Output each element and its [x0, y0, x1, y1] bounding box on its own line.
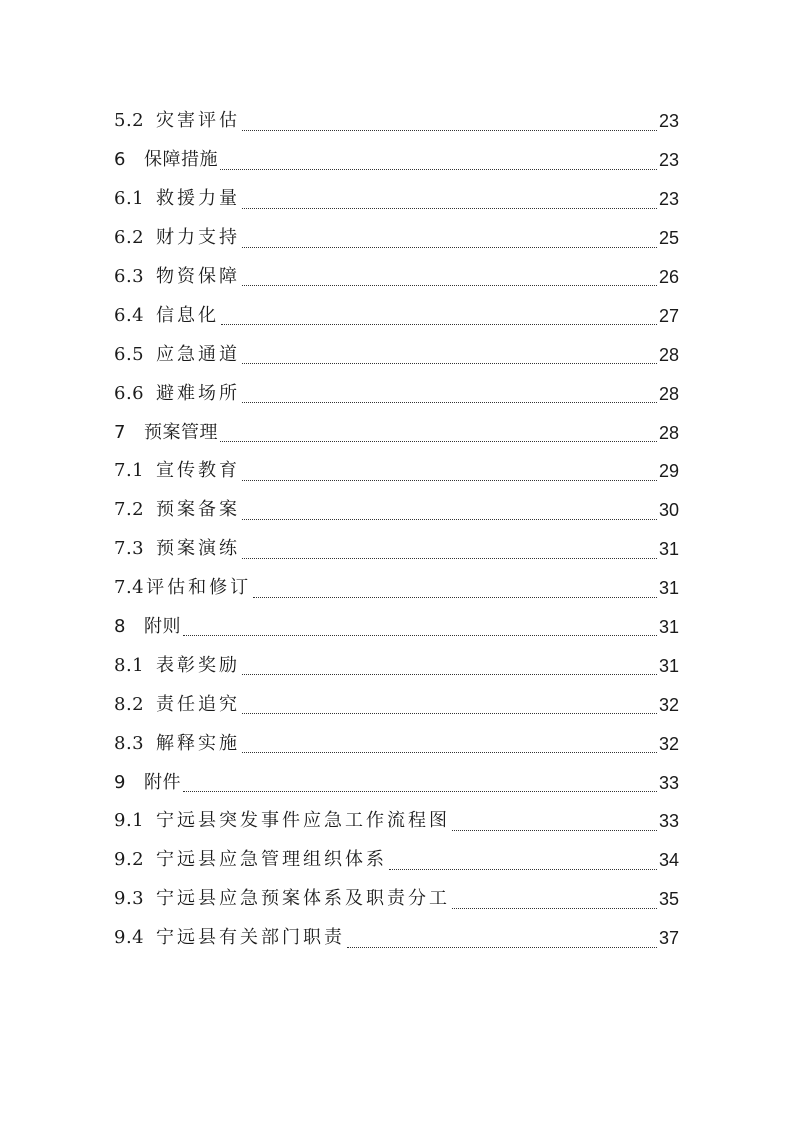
toc-entry-page-number: 35	[658, 889, 679, 910]
toc-entry-page-number: 34	[658, 850, 679, 871]
dot-leader	[242, 130, 657, 131]
toc-entry-page-number: 28	[658, 383, 679, 404]
toc-entry-number: 8	[114, 616, 126, 638]
toc-entry-page-number: 33	[658, 772, 679, 793]
toc-entry-page-number: 23	[658, 111, 679, 132]
toc-entry-page-number: 30	[658, 500, 679, 521]
toc-entry[interactable]	[114, 452, 679, 491]
dot-leader	[242, 674, 657, 675]
toc-entry-page-number: 33	[658, 811, 679, 832]
toc-entry-number: 5.2	[114, 110, 145, 132]
toc-entry-page-number: 31	[658, 539, 679, 560]
toc-entry[interactable]	[114, 491, 679, 530]
toc-entry-title: 表彰奖励	[156, 654, 240, 676]
toc-entry-title: 预案演练	[156, 538, 240, 560]
toc-entry-number: 7.2	[114, 499, 145, 521]
toc-entry-title: 预案管理	[144, 421, 218, 443]
toc-entry-page-number: 27	[658, 305, 679, 326]
dot-leader	[183, 791, 657, 792]
toc-entry-title: 救援力量	[156, 188, 240, 210]
toc-entry-title: 解释实施	[156, 732, 240, 754]
dot-leader	[242, 402, 657, 403]
toc-entry[interactable]	[114, 219, 679, 258]
toc-entry[interactable]	[114, 646, 679, 685]
toc-entry-title: 宁远县突发事件应急工作流程图	[156, 810, 450, 832]
toc-entry-number: 9.2	[114, 849, 145, 871]
toc-entry[interactable]	[114, 763, 679, 802]
toc-entry-title: 预案备案	[156, 499, 240, 521]
toc-entry-title: 宁远县应急预案体系及职责分工	[156, 888, 450, 910]
toc-entry-number: 7.4	[114, 577, 145, 599]
toc-entry[interactable]	[114, 919, 679, 958]
dot-leader	[220, 169, 657, 170]
dot-leader	[242, 208, 657, 209]
toc-entry[interactable]	[114, 685, 679, 724]
dot-leader	[242, 363, 657, 364]
toc-entry-number: 8.3	[114, 732, 145, 754]
toc-entry-number: 7	[114, 421, 126, 443]
toc-entry[interactable]	[114, 841, 679, 880]
toc-entry[interactable]	[114, 335, 679, 374]
toc-entry-number: 6	[114, 149, 126, 171]
toc-entry[interactable]	[114, 608, 679, 647]
toc-entry-page-number: 29	[658, 461, 679, 482]
toc-entry-page-number: 28	[658, 344, 679, 365]
toc-entry[interactable]	[114, 569, 679, 608]
toc-entry[interactable]	[114, 374, 679, 413]
toc-entry[interactable]	[114, 141, 679, 180]
dot-leader	[242, 519, 657, 520]
dot-leader	[221, 324, 657, 325]
dot-leader	[183, 635, 657, 636]
toc-entry-number: 7.1	[114, 460, 145, 482]
toc-entry-number: 9	[114, 771, 126, 793]
toc-entry-number: 6.1	[114, 188, 145, 210]
toc-entry[interactable]	[114, 296, 679, 335]
toc-entry-title: 物资保障	[156, 266, 240, 287]
dot-leader	[242, 558, 657, 559]
toc-entry-title: 应急通道	[156, 343, 240, 365]
dot-leader	[452, 908, 657, 909]
dot-leader	[220, 441, 657, 442]
toc-entry-page-number: 32	[658, 733, 679, 754]
toc-entry-number: 6.4	[114, 304, 145, 326]
toc-entry-title: 避难场所	[156, 382, 240, 404]
toc-entry-number: 8.1	[114, 654, 145, 676]
toc-entry-title: 财力支持	[156, 227, 240, 249]
dot-leader	[242, 752, 657, 753]
toc-entry[interactable]	[114, 180, 679, 219]
toc-entry-title: 附则	[144, 616, 181, 638]
toc-entry-title: 保障措施	[144, 149, 218, 171]
dot-leader	[452, 830, 657, 831]
toc-entry-number: 6.6	[114, 382, 145, 404]
toc-entry-title: 宁远县有关部门职责	[156, 927, 345, 949]
toc-entry[interactable]	[114, 724, 679, 763]
toc-entry[interactable]	[114, 413, 679, 452]
toc-entry-title: 信息化	[156, 304, 219, 326]
table-of-contents	[114, 102, 679, 958]
dot-leader	[242, 247, 657, 248]
toc-entry-page-number: 28	[658, 422, 679, 443]
toc-entry-title: 灾害评估	[156, 110, 240, 132]
toc-entry[interactable]	[114, 530, 679, 569]
toc-entry-page-number: 31	[658, 655, 679, 676]
toc-entry-title: 责任追究	[156, 693, 240, 715]
toc-entry[interactable]	[114, 802, 679, 841]
toc-entry-page-number: 31	[658, 578, 679, 599]
dot-leader	[242, 713, 657, 714]
toc-entry[interactable]	[114, 102, 679, 141]
toc-entry-number: 6.2	[114, 227, 145, 249]
toc-entry-number: 7.3	[114, 538, 145, 560]
toc-entry-page-number: 37	[658, 928, 679, 949]
toc-entry-number: 6.5	[114, 343, 145, 365]
toc-entry[interactable]	[114, 258, 679, 297]
toc-entry-title: 宣传教育	[156, 460, 240, 482]
toc-entry-page-number: 31	[658, 617, 679, 638]
dot-leader	[389, 869, 657, 870]
dot-leader	[347, 947, 657, 948]
toc-entry-page-number: 23	[658, 189, 679, 210]
toc-entry-number: 9.1	[114, 810, 145, 832]
toc-entry-page-number: 32	[658, 694, 679, 715]
toc-entry-number: 9.4	[114, 927, 145, 949]
toc-entry-page-number: 23	[658, 150, 679, 171]
toc-entry-title: 附件	[144, 771, 181, 793]
dot-leader	[242, 480, 657, 481]
toc-entry-number: 9.3	[114, 888, 145, 910]
toc-entry[interactable]	[114, 880, 679, 919]
dot-leader	[242, 285, 657, 286]
toc-entry-page-number: 25	[658, 228, 679, 249]
toc-entry-title: 宁远县应急管理组织体系	[156, 849, 387, 871]
toc-entry-title: 评估和修订	[146, 577, 252, 599]
dot-leader	[253, 597, 657, 598]
toc-entry-number: 6.3	[114, 266, 145, 287]
toc-entry-page-number: 26	[658, 267, 679, 287]
toc-entry-number: 8.2	[114, 693, 145, 715]
